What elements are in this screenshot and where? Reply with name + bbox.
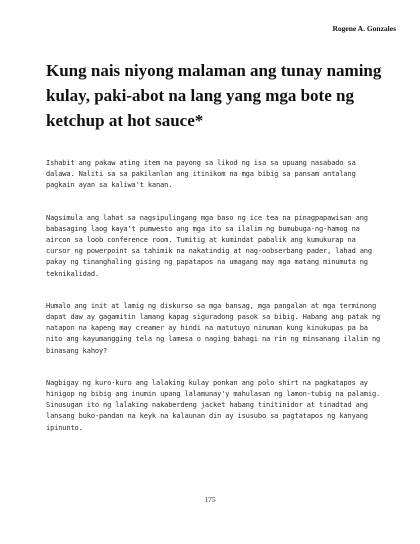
body-text bbox=[46, 158, 382, 455]
running-header-author: Rogene A. Gonzales bbox=[332, 24, 396, 33]
paragraph-3: Humalo ang init at lamig ng diskurso sa mga bansag, mga pangalan at mga terminong dapat daw ay gagamitin lamang kapag siguradong pasok sa bibig. Habang ang patak ng natapon na kapeng may creamer ay hindi na matutuyo ninuman kung kinukupas pa ba nito ang kayumangging tela ng lamesa o naging bahagi na rin ng minsanang ilalim ng binasang kahoy? bbox=[46, 301, 381, 355]
paragraph-4: Nagbigay ng kuro-kuro ang lalaking kulay ponkan ang polo shirt na pagkatapos ay hinigop ng bibig ang inumin upang lalamunay'y mahulasan ng lamon-tubig na palamig. Sinusugan ito ng lalaking nakaberdeng jacket habang tinitinidor at tinadtad ang lansang buko-pandan na keyk na kalaunan din ay isusubo sa pagtatapos ng kanyang ipinunto. bbox=[46, 378, 381, 432]
paragraph-1: Ishabit ang pakaw ating item na payong sa likod ng isa sa upuang nasabado sa dalawa. Naliti sa sa pakilanlan ang itinikom na mga bibig sa pansam antalang pagkain ayan sa kaliwa't kanan. bbox=[46, 159, 356, 190]
poem-title: Kung nais niyong malaman ang tunay naming kulay, paki-abot na lang yang mga bote ng ketchup at hot sauce* bbox=[46, 61, 382, 130]
paragraph-2: Nagsimula ang lahat sa nagsipulingang mga baso ng ice tea na pinagpapawisan ang babasaging laog kaya't pumwesto ang mga ito sa ilalim ng bumubuga-ng-hamog na aircon sa loob conference room. Tumitig at kumindat pabalik ang kumukurap na cursor ng powerpoint sa tahimik na nakatindig at nag-oobserbang pader, lahad ang pakay ng tinanghaling gising ng papatapos na umagang may mga matang minumuta ng teknikalidad. bbox=[46, 213, 372, 278]
page-number: 175 bbox=[204, 495, 216, 504]
